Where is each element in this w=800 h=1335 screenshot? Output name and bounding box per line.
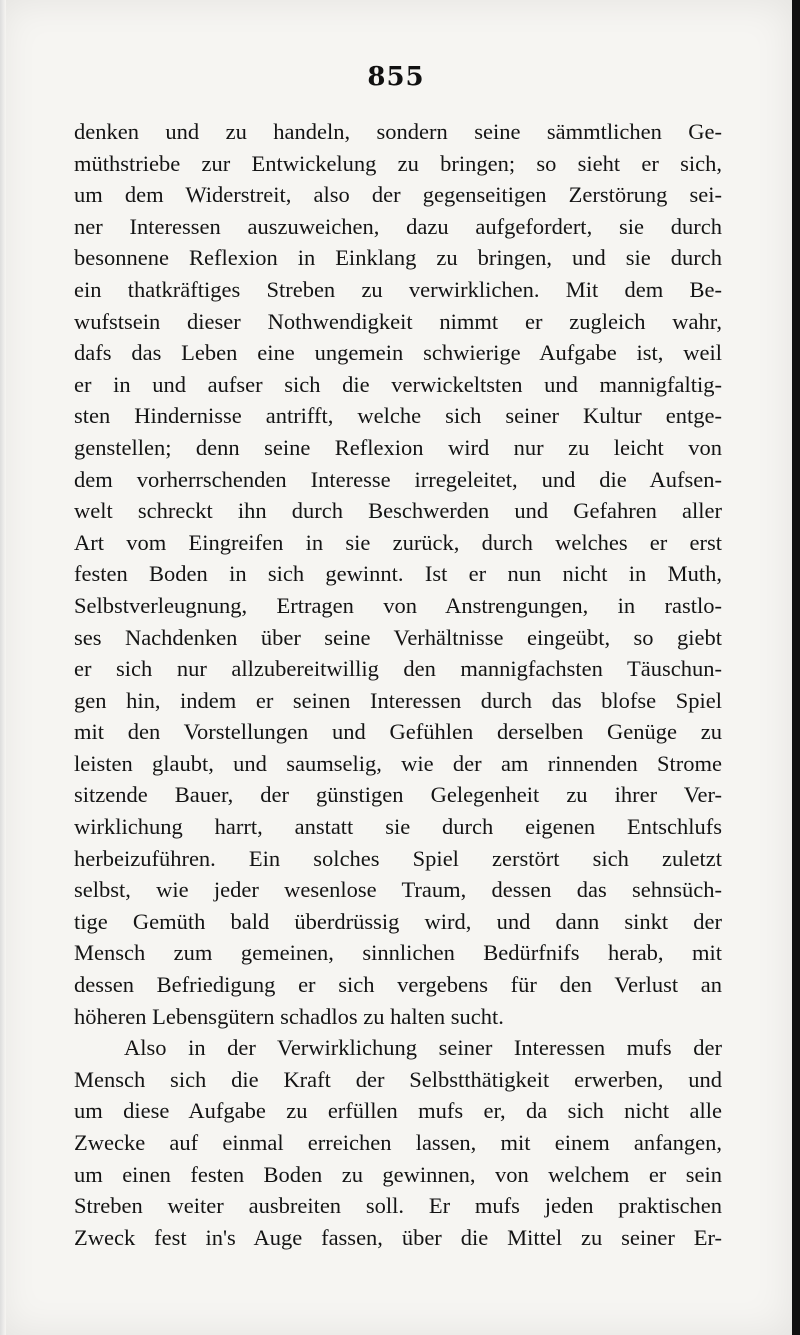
text-line: wufstsein dieser Nothwendigkeit nimmt er zugleich wahr, bbox=[74, 308, 722, 334]
text-line: er sich nur allzubereitwillig den mannigfachsten Täuschun- bbox=[74, 656, 722, 682]
text-line: müthstriebe zur Entwickelung zu bringen; so sieht er sich, bbox=[74, 150, 722, 176]
text-line: genstellen; denn seine Reflexion wird nur zu leicht von bbox=[74, 434, 722, 460]
text-line: Zwecke auf einmal erreichen lassen, mit einem anfangen, bbox=[74, 1130, 722, 1155]
text-line: dafs das Leben eine ungemein schwierige Aufgabe ist, weil bbox=[74, 340, 722, 366]
text-line: ner Interessen auszuweichen, dazu aufgefordert, sie durch bbox=[74, 213, 722, 239]
text-line: Art vom Eingreifen in sie zurück, durch welches er erst bbox=[74, 529, 722, 555]
text-line: gen hin, indem er seinen Interessen durch das blofse Spiel bbox=[74, 687, 722, 713]
text-line: dessen Befriedigung er sich vergebens für den Verlust an bbox=[74, 972, 722, 998]
text-line: um diese Aufgabe zu erfüllen mufs er, da sich nicht alle bbox=[74, 1098, 722, 1124]
text-line: um einen festen Boden zu gewinnen, von welchem er sein bbox=[74, 1161, 722, 1187]
text-line: ein thatkräftiges Streben zu verwirklichen. Mit dem Be- bbox=[74, 276, 722, 302]
text-line: Mensch sich die Kraft der Selbstthätigkeit erwerben, und bbox=[74, 1066, 722, 1092]
text-line: leisten glaubt, und saumselig, wie der am rinnenden Strome bbox=[74, 750, 722, 776]
text-line: festen Boden in sich gewinnt. Ist er nun nicht in Muth, bbox=[74, 561, 722, 587]
paragraph-start-line: Also in der Verwirklichung seiner Interessen mufs der bbox=[124, 1035, 722, 1061]
text-line: um dem Widerstreit, also der gegenseitigen Zerstörung sei- bbox=[74, 182, 722, 208]
body-text bbox=[74, 116, 722, 1253]
text-line: welt schreckt ihn durch Beschwerden und Gefahren aller bbox=[74, 498, 722, 524]
text-line: Mensch zum gemeinen, sinnlichen Bedürfnifs herab, mit bbox=[74, 940, 722, 966]
paragraph-end-line: höheren Lebensgütern schadlos zu halten sucht. bbox=[74, 1003, 504, 1029]
text-line: denken und zu handeln, sondern seine sämmtlichen Ge- bbox=[74, 119, 722, 144]
text-line: wirklichung harrt, anstatt sie durch eigenen Entschlufs bbox=[74, 814, 722, 840]
text-line: sitzende Bauer, der günstigen Gelegenheit zu ihrer Ver- bbox=[74, 782, 722, 808]
page-edge-shadow bbox=[0, 0, 6, 1335]
text-line: ses Nachdenken über seine Verhältnisse eingeübt, so giebt bbox=[74, 624, 722, 650]
text-line: besonnene Reflexion in Einklang zu bringen, und sie durch bbox=[74, 245, 722, 271]
text-line: tige Gemüth bald überdrüssig wird, und dann sinkt der bbox=[74, 908, 722, 934]
text-line: dem vorherrschenden Interesse irregeleitet, und die Aufsen- bbox=[74, 466, 722, 492]
text-line: Selbstverleugnung, Ertragen von Anstrengungen, in rastlo- bbox=[74, 592, 722, 618]
text-line: herbeizuführen. Ein solches Spiel zerstört sich zuletzt bbox=[74, 845, 722, 871]
text-line: er in und aufser sich die verwickeltsten und mannigfaltig- bbox=[74, 371, 722, 397]
page-number: 855 bbox=[367, 62, 425, 92]
text-line: Streben weiter ausbreiten soll. Er mufs jeden praktischen bbox=[74, 1193, 722, 1219]
text-line: Zweck fest in's Auge fassen, über die Mittel zu seiner Er- bbox=[74, 1224, 722, 1250]
text-line: selbst, wie jeder wesenlose Traum, dessen das sehnsüch- bbox=[74, 877, 722, 903]
text-line: mit den Vorstellungen und Gefühlen derselben Genüge zu bbox=[74, 719, 722, 745]
text-line: sten Hindernisse antrifft, welche sich seiner Kultur entge- bbox=[74, 403, 722, 429]
